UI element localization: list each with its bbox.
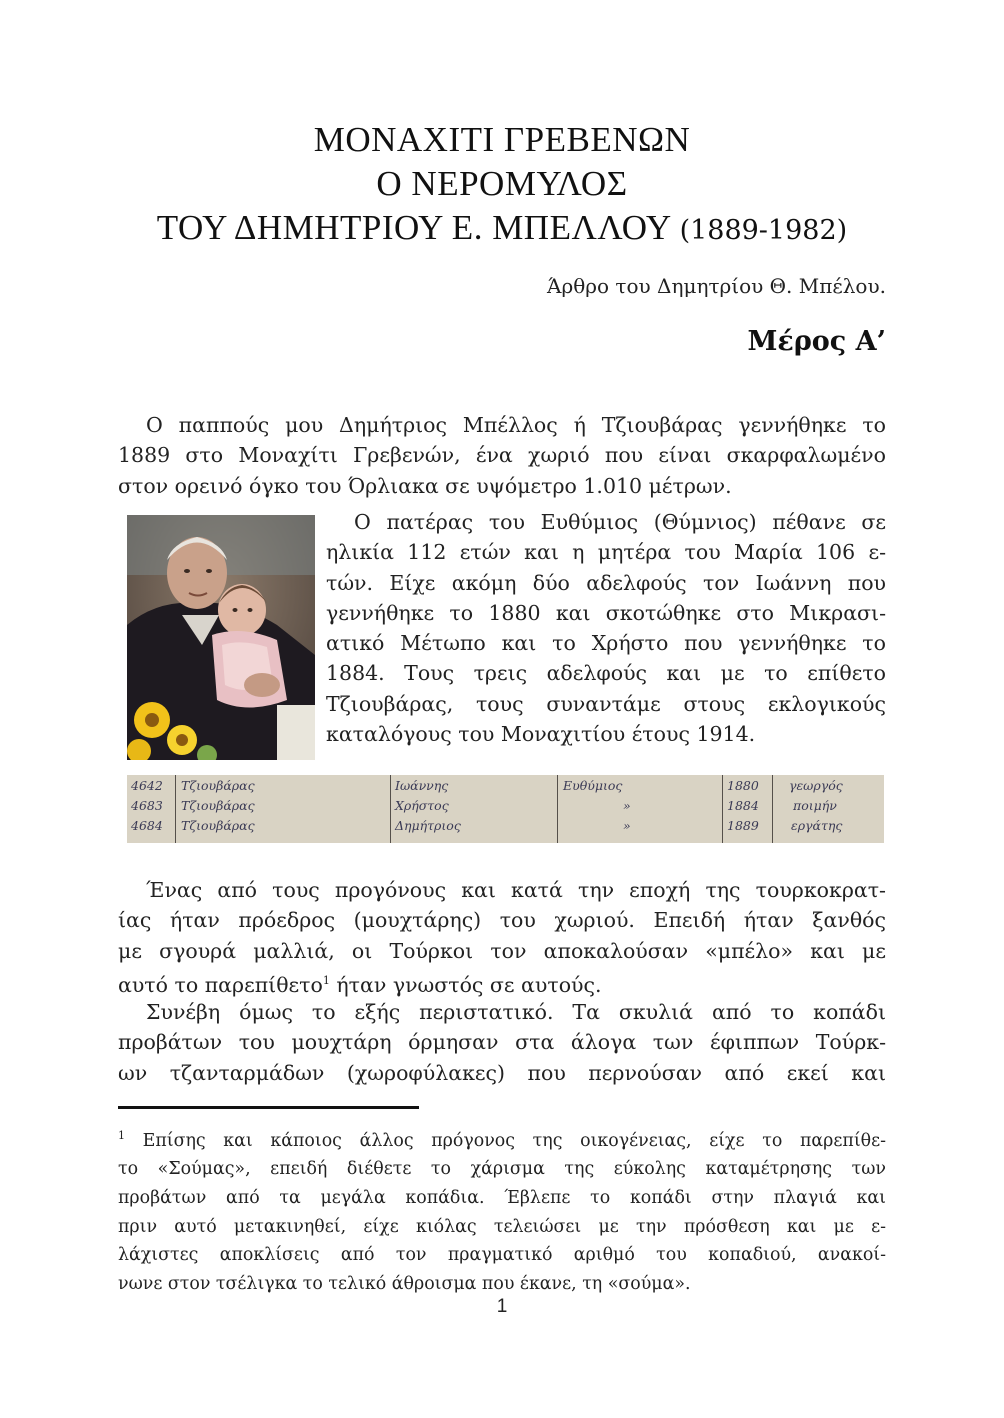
footnote-line (118, 1122, 886, 1155)
title-line-2: Ο ΝΕΡΟΜΥΛΟΣ (376, 164, 628, 203)
text-line: 1889 στο Μοναχίτι Γρεβενών, ένα χωριό που είναι σκαρφαλωμένο (118, 443, 886, 468)
text-line: ίας ήταν πρόεδρος (μουχτάρης) του χωριού. Επειδή ήταν ξανθός (118, 908, 886, 933)
register-name: Χρήστος (395, 798, 449, 813)
text-line: καταλόγους του Μοναχιτίου έτους 1914. (326, 722, 756, 747)
register-row (127, 798, 884, 818)
text-line: στον ορεινό όγκο του Όρλιακα σε υψόμετρο 1.010 μέτρων. (118, 473, 732, 498)
text-fragment: αυτό το παρεπίθετο (118, 972, 323, 997)
footnote (118, 1122, 886, 1298)
text-line: ηλικία 112 ετών και η μητέρα του Μαρία 106 ε- (326, 540, 886, 565)
register-number: 4684 (131, 818, 163, 833)
register-surname: Τζιουβάρας (181, 798, 255, 813)
page-number: 1 (496, 1296, 508, 1317)
register-occupation: γεωργός (789, 778, 843, 793)
title-line-3-text: ΤΟΥ ΔΗΜΗΤΡΙΟΥ Ε. ΜΠΕΛΛΟΥ (156, 208, 671, 247)
register-occupation: ποιμήν (793, 798, 837, 813)
footnote-marker: 1 (118, 1129, 125, 1142)
register-year: 1880 (727, 778, 759, 793)
footnote-text: Επίσης και κάποιος άλλος πρόγονος της οικογένειας, είχε το παρεπίθε- (125, 1130, 886, 1151)
paragraph-1 (118, 410, 886, 501)
title-line-3 (0, 206, 1004, 253)
register-row (127, 818, 884, 838)
paragraph-2 (326, 507, 886, 749)
text-line: Ο πατέρας του Ευθύμιος (Θύμνιος) πέθανε σε (354, 510, 886, 534)
footnote-line: το «Σούμας», επειδή διέθετε το χάρισμα της εύκολης καταμέτρησης των (118, 1159, 886, 1180)
text-line: προβάτων του μουχτάρη όρμησαν στα άλογα των έφιππων Τούρκ- (118, 1030, 886, 1055)
paragraph-4 (118, 997, 886, 1088)
register-number: 4642 (131, 778, 163, 793)
register-surname: Τζιουβάρας (181, 818, 255, 833)
footnote-line: νωνε στον τσέλιγκα το τελικό άθροισμα που έκανε, τη «σούμα». (118, 1273, 691, 1294)
footnote-line: πριν αυτό μετακινηθεί, είχε κιόλας τελειώσει με την πρόσθεση και με ε- (118, 1216, 886, 1237)
text-line: Συνέβη όμως το εξής περιστατικό. Τα σκυλιά από το κοπάδι (146, 1000, 886, 1024)
electoral-register-excerpt (127, 775, 884, 843)
register-name: Δημήτριος (395, 818, 461, 833)
title-years: (1889-1982) (679, 215, 848, 246)
register-year: 1889 (727, 818, 759, 833)
article-title (0, 118, 1004, 253)
author-byline: Άρθρο του Δημητρίου Θ. Μπέλου. (547, 274, 886, 298)
text-line: γεννήθηκε το 1880 και σκοτώθηκε στο Μικρασι- (326, 600, 886, 625)
register-year: 1884 (727, 798, 759, 813)
register-father: » (623, 798, 631, 813)
text-line: τών. Είχε ακόμη δύο αδελφούς τον Ιωάννη που (326, 570, 886, 595)
text-line: ων τζανταρμάδων (χωροφύλακες) που περνούσαν από εκεί και (118, 1060, 886, 1085)
family-photo (127, 515, 315, 760)
register-row (127, 778, 884, 798)
text-line: Ο παππούς μου Δημήτριος Μπέλλος ή Τζιουβάρας γεννήθηκε το (146, 413, 886, 437)
footnote-line: λάχιστες αποκλίσεις από τον πραγματικό αριθμό του κοπαδιού, ανακοί- (118, 1245, 886, 1266)
footnote-line: προβάτων από τα μεγάλα κοπάδια. Έβλεπε το κοπάδι στην πλαγιά και (118, 1187, 886, 1208)
text-line: με σγουρά μαλλιά, οι Τούρκοι τον αποκαλούσαν «μπέλο» και με (118, 938, 886, 963)
paragraph-3 (118, 875, 886, 1000)
register-occupation: εργάτης (791, 818, 843, 833)
title-line-1: ΜΟΝΑΧΙΤΙ ΓΡΕΒΕΝΩΝ (313, 120, 691, 159)
register-surname: Τζιουβάρας (181, 778, 255, 793)
register-father: Ευθύμιος (563, 778, 623, 793)
text-fragment: ήταν γνωστός σε αυτούς. (329, 972, 602, 997)
text-line: Ένας από τους προγόνους και κατά την εποχή της τουρκοκρατ- (146, 878, 886, 902)
part-heading: Μέρος Α’ (747, 326, 886, 357)
text-line (118, 966, 886, 1000)
footnote-separator (118, 1106, 419, 1109)
register-name: Ιωάννης (395, 778, 449, 793)
text-line: 1884. Τους τρεις αδελφούς και με το επίθετο (326, 661, 886, 686)
register-number: 4683 (131, 798, 163, 813)
family-photo-image (127, 515, 315, 760)
register-father: » (623, 818, 631, 833)
text-line: ατικό Μέτωπο και το Χρήστο που γεννήθηκε το (326, 631, 886, 656)
text-line: Τζιουβάρας, τους συναντάμε στους εκλογικούς (326, 691, 886, 716)
footnote-reference: 1 (322, 973, 330, 987)
